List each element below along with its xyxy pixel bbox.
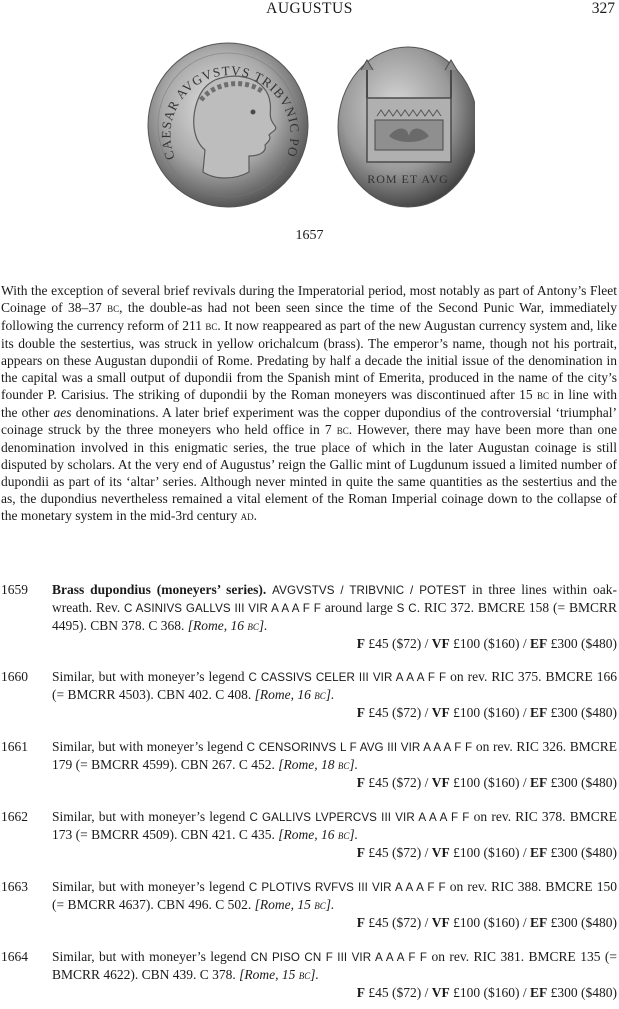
price-vf: £100 ($160) / (449, 636, 530, 651)
entry-description (52, 878, 617, 914)
intro-paragraph (1, 282, 617, 525)
grade-vf: VF (431, 985, 450, 1000)
price-line (1, 984, 617, 1001)
entry-title: Brass dupondius (moneyers’ series). (52, 582, 267, 597)
catalog-entry (1, 878, 617, 931)
price-f: £45 ($72) / (364, 705, 432, 720)
intro-text-5: denominations. A later brief experiment was the copper dupondius of the controversial ‘triumphal’ coinage struck by the three moneyers who held office in 7 (1, 405, 618, 437)
grade-f: F (356, 636, 365, 651)
grade-ef: EF (529, 915, 548, 930)
entry-text: around large (320, 600, 397, 615)
moneyer-legend: C PLOTIVS RVFVS III VIR A A A F F (248, 881, 446, 894)
price-line (1, 914, 617, 931)
coin-figure (145, 40, 475, 210)
entry-references: . RIC 372. BMCRE 158 (= BMCRR 4495). CBN 378. C 368. (52, 600, 617, 633)
reverse-inscription: C ASINIVS GALLVS III VIR A A A F F (124, 602, 321, 615)
grade-vf: VF (431, 775, 450, 790)
entry-text: Similar, but with moneyer’s legend (52, 669, 249, 684)
moneyer-legend: C GALLIVS LVPERCVS III VIR A A A F F (249, 811, 470, 824)
intro-text-4: in line with the other (1, 387, 617, 420)
grade-f: F (356, 915, 365, 930)
intro-text-3: . It now reappeared as part of the new Augustan currency system and, like its double the sestertius, was struck in yellow orichalcum (brass). The emperor’s name, though not his portrait, appears on these Augustan dupondii of Rome. Predating by half a decade the initial issue of the denomination in the capital was a small output of dupondii from the Spanish mint of Emerita, produced in the name of the city’s founder P. Carisius. The striking of dupondii by the Roman moneyers was discontinued after 15 (1, 318, 617, 402)
price-vf: £100 ($160) / (449, 775, 530, 790)
catalog-entry (1, 738, 617, 791)
price-f: £45 ($72) / (364, 775, 432, 790)
entry-number: 1663 (1, 879, 28, 894)
reverse-legend: ROM ET AVG (367, 172, 449, 186)
obverse-legend: CAESAR AVGVSTVS TRIBVNIC PO (158, 62, 303, 162)
obverse-inscription: AVGVSTVS / TRIBVNIC / POTEST (272, 584, 467, 597)
grade-ef: EF (529, 636, 548, 651)
price-ef: £300 ($480) (547, 636, 617, 651)
catalog-entry (1, 808, 617, 861)
mint-date: [Rome, 18 bc]. (278, 757, 359, 772)
sc-inscription: S C (396, 602, 417, 615)
entry-text: Similar, but with moneyer’s legend (52, 879, 249, 894)
catalog-entry (1, 581, 617, 652)
grade-f: F (356, 705, 365, 720)
intro-text-1: With the exception of several brief revivals during the Imperatorial period, most notably as part of Antony’s Fleet Coinage of 38–37 (1, 283, 617, 315)
intro-text-7: . (253, 508, 257, 523)
entry-description (52, 948, 617, 984)
price-line (1, 635, 617, 652)
era-bc: bc (336, 423, 349, 437)
price-ef: £300 ($480) (547, 705, 617, 720)
entry-number: 1659 (1, 582, 28, 597)
catalog-entry (1, 668, 617, 721)
price-ef: £300 ($480) (547, 775, 617, 790)
era-bc: bc (205, 319, 218, 333)
entry-references: on rev. RIC 375. BMCRE 166 (= BMCRR 4503). CBN 402. C 408. (52, 669, 617, 702)
coin-obverse (145, 40, 308, 207)
mint-date: [Rome, 15 bc]. (239, 967, 319, 982)
grade-vf: VF (431, 636, 450, 651)
coin-image (145, 40, 475, 210)
grade-ef: EF (529, 705, 548, 720)
entry-text: Similar, but with moneyer’s legend (52, 949, 251, 964)
mint-date: [Rome, 16 bc]. (187, 618, 268, 633)
price-f: £45 ($72) / (364, 985, 432, 1000)
price-line (1, 704, 617, 721)
entry-text: Similar, but with moneyer’s legend (52, 809, 250, 824)
price-f: £45 ($72) / (364, 915, 432, 930)
figure-caption: 1657 (295, 228, 324, 243)
grade-ef: EF (529, 985, 548, 1000)
catalog-entry (1, 948, 617, 1001)
entry-description (52, 581, 617, 635)
entry-description (52, 668, 617, 704)
page-number: 327 (591, 0, 615, 17)
price-vf: £100 ($160) / (449, 705, 530, 720)
moneyer-legend: C CENSORINVS L F AVG III VIR A A A F F (246, 741, 473, 754)
entry-number: 1660 (1, 669, 28, 684)
era-bc: bc (107, 301, 120, 315)
entry-references: on rev. RIC 388. BMCRE 150 (= BMCRR 4637). CBN 496. C 502. (52, 879, 617, 912)
entry-references: on rev. RIC 378. BMCRE 173 (= BMCRR 4509). CBN 421. C 435. (52, 809, 617, 842)
entry-references: on rev. RIC 326. BMCRE 179 (= BMCRR 4599). CBN 267. C 452. (52, 739, 617, 772)
price-line (1, 844, 617, 861)
moneyer-legend: C CASSIVS CELER III VIR A A A F F (248, 671, 447, 684)
coin-reverse (338, 47, 475, 207)
price-line (1, 774, 617, 791)
entry-references: on rev. RIC 381. BMCRE 135 (= BMCRR 4622). CBN 439. C 378. (52, 949, 617, 982)
price-f: £45 ($72) / (364, 845, 432, 860)
aes-term: aes (53, 405, 72, 420)
mint-date: [Rome, 15 bc]. (254, 897, 335, 912)
price-f: £45 ($72) / (364, 636, 432, 651)
price-vf: £100 ($160) / (449, 915, 530, 930)
grade-ef: EF (529, 775, 548, 790)
grade-f: F (356, 845, 365, 860)
price-ef: £300 ($480) (547, 985, 617, 1000)
era-ad: ad (240, 509, 254, 523)
grade-ef: EF (529, 845, 548, 860)
price-ef: £300 ($480) (547, 845, 617, 860)
entry-number: 1662 (1, 809, 28, 824)
mint-date: [Rome, 16 bc]. (278, 827, 359, 842)
entry-text: in three lines within oak-wreath. Rev. (52, 582, 618, 615)
price-vf: £100 ($160) / (449, 985, 530, 1000)
grade-f: F (356, 775, 365, 790)
entry-description (52, 738, 617, 774)
era-bc: bc (537, 388, 550, 402)
entry-number: 1664 (1, 949, 28, 964)
running-header (0, 0, 619, 22)
intro-text-6: . However, there may have been more than one denomination involved in this enigmatic series, the true place of which in the later Augustan coinage is still disputed by scholars. At the very end of Augustus’ reign the Gallic mint of Lugdunum issued a limited number of dupondii as part of its ‘altar’ series. Although never minted in quite the same quantities as the sestertius and the as, the dupondius nevertheless remained a vital element of the Roman Imperial coinage down to the collapse of the monetary system in the mid-3rd century (1, 422, 617, 523)
price-vf: £100 ($160) / (449, 845, 530, 860)
grade-f: F (356, 985, 365, 1000)
grade-vf: VF (431, 915, 450, 930)
price-ef: £300 ($480) (547, 915, 617, 930)
grade-vf: VF (431, 705, 450, 720)
grade-vf: VF (431, 845, 450, 860)
running-title: AUGUSTUS (266, 0, 353, 17)
entry-number: 1661 (1, 739, 28, 754)
entry-description (52, 808, 617, 844)
entry-text: Similar, but with moneyer’s legend (52, 739, 247, 754)
moneyer-legend: CN PISO CN F III VIR A A A F F (250, 951, 428, 964)
mint-date: [Rome, 16 bc]. (254, 687, 335, 702)
intro-text-2: , the double-as had not been seen since the time of the Second Punic War, immediately following the currency reform of 211 (1, 300, 617, 333)
